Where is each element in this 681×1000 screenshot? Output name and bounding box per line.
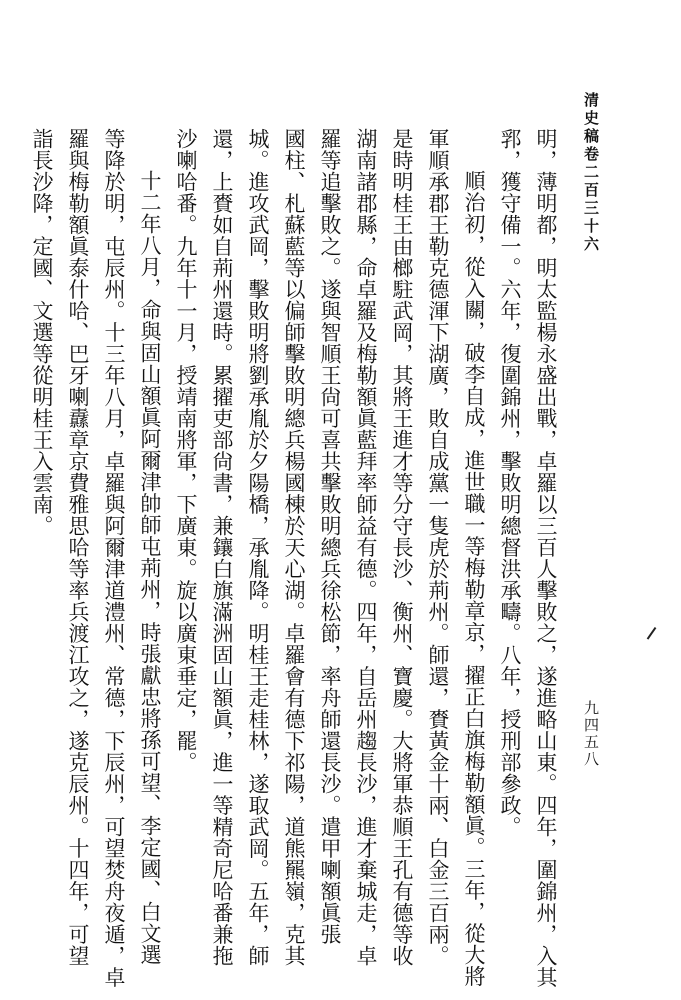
text-column-6: 湖南諸郡縣，命卓羅及梅勒額眞藍拜率師益有德。四年，自岳州趨長沙，進才棄城走，卓	[354, 128, 378, 967]
text-column-2: 郛，獲守備一。六年，復圍錦州，擊敗明總督洪承疇。八年，授刑部參政。	[498, 128, 522, 838]
text-column-10: 還，上賚如自荊州還時。累擢吏部尙書，兼鑲白旗滿洲固山額眞，進一等精奇尼哈番兼拖	[210, 128, 234, 967]
stray-pen-mark	[647, 627, 662, 643]
text-column-5: 是時明桂王由榔駐武岡，其將王進才等分守長沙、衡州、寶慶。大將軍恭順王孔有德等收	[390, 128, 414, 967]
text-column-8: 國柱、札蘇藍等以偏師擊敗明總兵楊國棟於天心湖。卓羅會有德下祁陽，道熊羆嶺，克其	[282, 128, 306, 967]
page-number: 九四五八	[582, 700, 600, 768]
text-column-15: 詣長沙降，定國、文選等從明桂王入雲南。	[30, 128, 54, 537]
body-text	[24, 128, 564, 988]
text-column-9: 城。進攻武岡，擊敗明將劉承胤於夕陽橋，承胤降。明桂王走桂林，遂取武岡。五年，師	[246, 128, 270, 967]
running-head: 清史稿卷二百三十六	[582, 92, 600, 254]
text-column-13: 等降於明，屯辰州。十三年八月，卓羅與阿爾津道澧州、常德，下辰州，可望焚舟夜遁，卓	[102, 128, 126, 988]
text-column-11: 沙喇哈番。九年十一月，授靖南將軍，下廣東。旋以廣東垂定，罷。	[174, 128, 198, 773]
text-column-4: 軍順承郡王勒克德渾下湖廣，敗自成黨一隻虎於荊州。師還，賚黃金十兩、白金三百兩。	[426, 128, 450, 967]
text-column-7: 羅等追擊敗之。遂與智順王尙可喜共擊敗明總兵徐松節，率舟師還長沙。遣甲喇額眞張	[318, 128, 342, 945]
text-column-3: 順治初，從入關，破李自成，進世職一等梅勒章京，擢正白旗梅勒額眞。三年，從大將	[462, 170, 486, 987]
text-column-1: 明，薄明都，明太監楊永盛出戰，卓羅以三百人擊敗之，遂進略山東。四年，圍錦州，入其	[534, 128, 558, 988]
text-column-12: 十二年八月，命與固山額眞阿爾津帥師屯荊州，時張獻忠將孫可望、李定國、白文選	[138, 170, 162, 966]
text-column-14: 羅與梅勒額眞泰什哈、巴牙喇纛章京費雅思哈等率兵渡江攻之，遂克辰州。十四年，可望	[66, 128, 90, 967]
